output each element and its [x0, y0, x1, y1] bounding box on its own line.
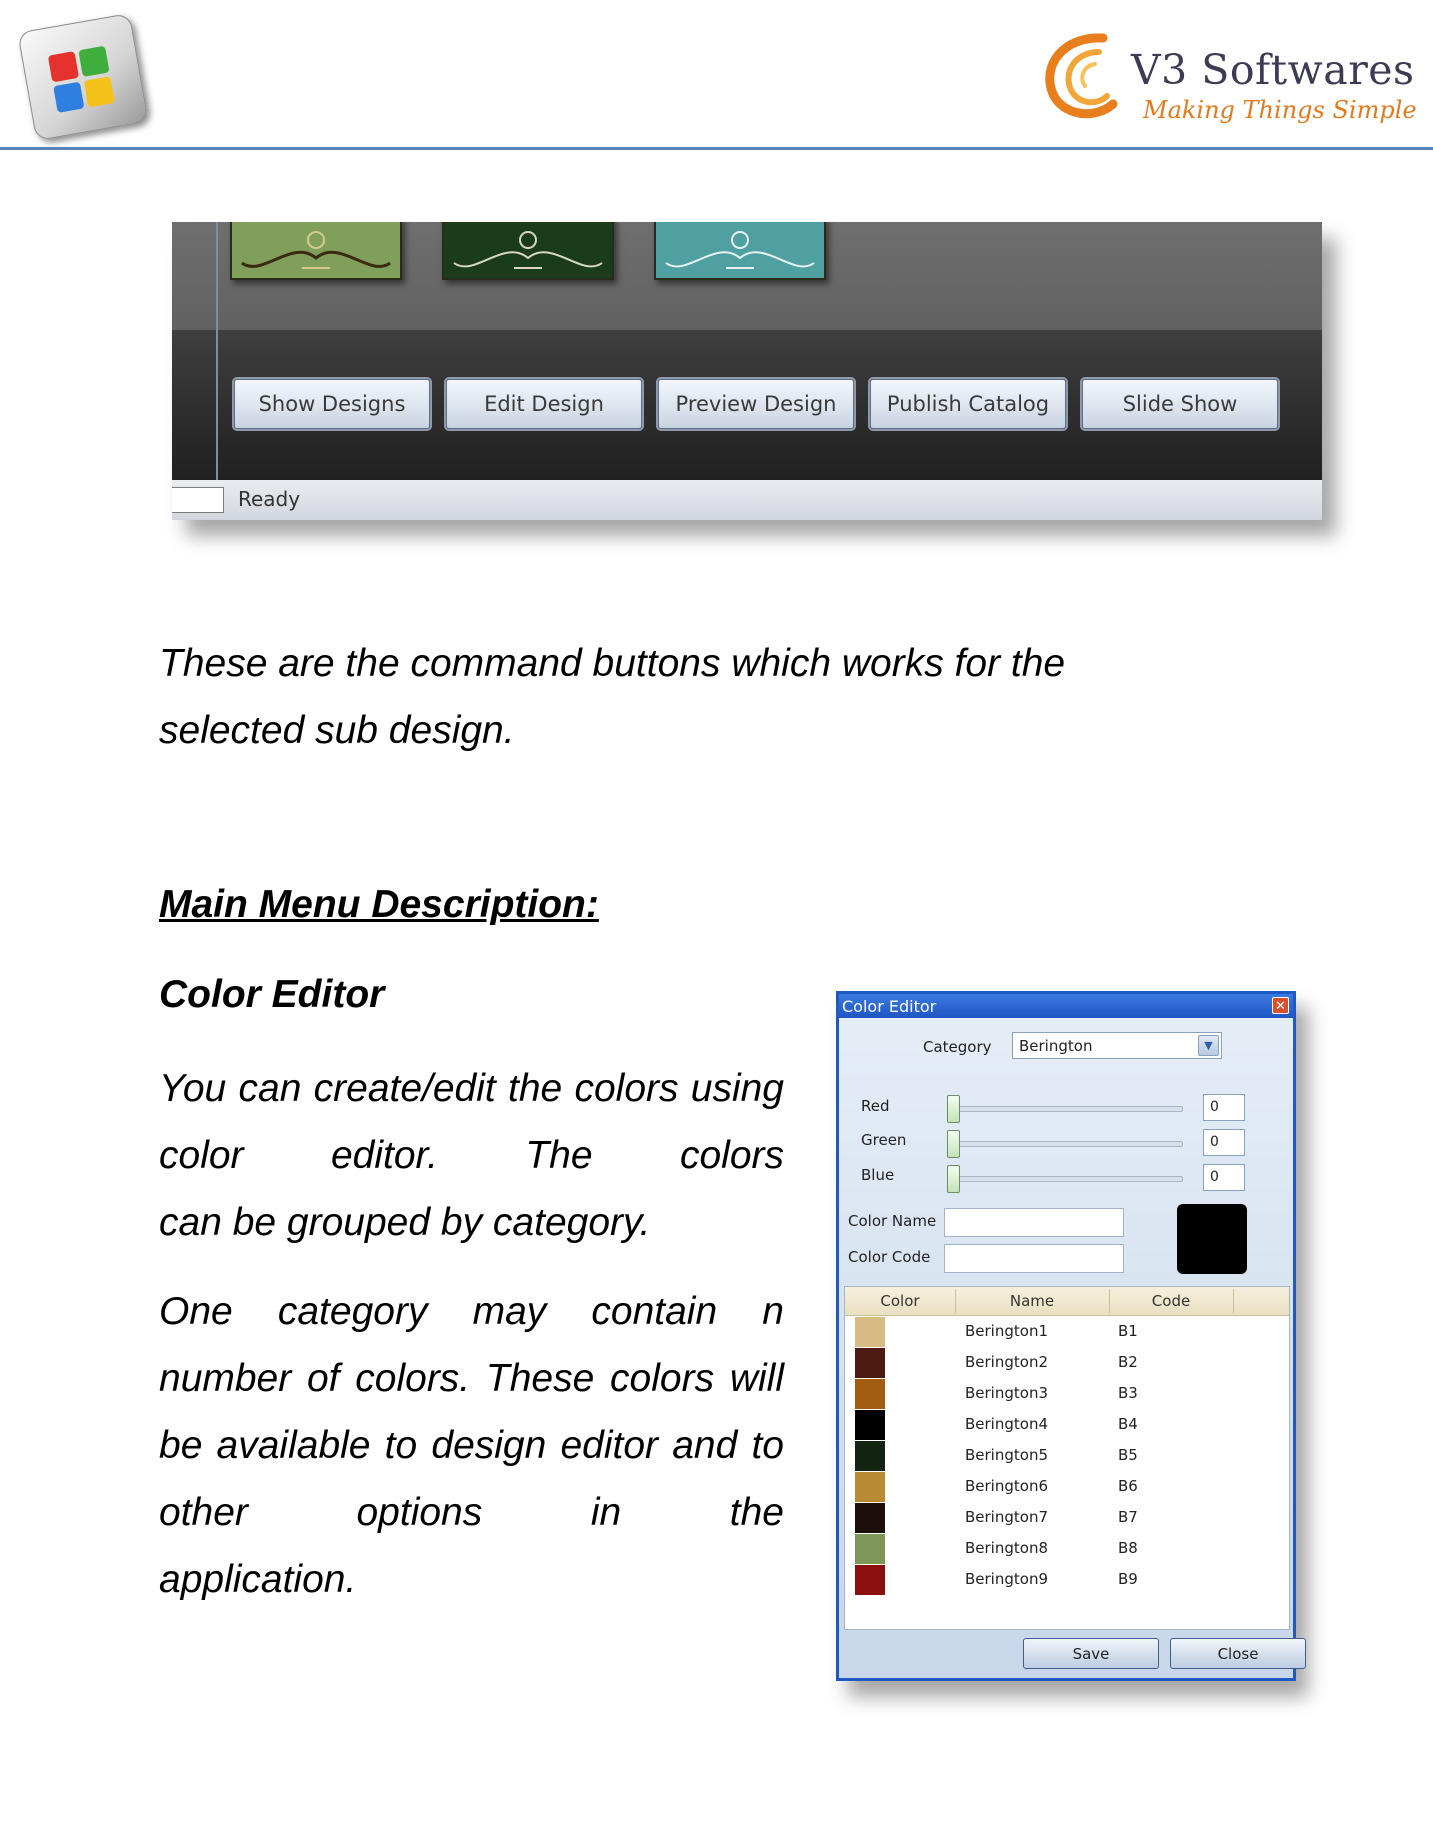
color-name-cell: Berington1 — [965, 1322, 1048, 1340]
color-preview — [1177, 1204, 1247, 1274]
color-name-cell: Berington5 — [965, 1446, 1048, 1464]
status-text: Ready — [238, 487, 301, 511]
header-rule — [0, 147, 1433, 150]
green-label: Green — [861, 1131, 907, 1149]
category-description — [159, 1278, 784, 1613]
status-bar — [172, 480, 1322, 520]
color-name-cell: Berington2 — [965, 1353, 1048, 1371]
logo-tile-red — [48, 51, 79, 82]
category-value: Berington — [1019, 1037, 1093, 1055]
design-thumbnail[interactable] — [654, 222, 826, 280]
color-swatch — [855, 1317, 885, 1347]
preview-design-button[interactable]: Preview Design — [658, 379, 854, 429]
color-name-cell: Berington7 — [965, 1508, 1048, 1526]
panel-divider — [216, 222, 218, 480]
color-code-cell: B8 — [1118, 1539, 1138, 1557]
status-indicator — [172, 487, 224, 513]
color-swatch — [855, 1441, 885, 1471]
chevron-down-icon[interactable]: ▼ — [1198, 1035, 1219, 1056]
blue-slider-thumb[interactable] — [947, 1165, 960, 1193]
color-code-input[interactable] — [944, 1244, 1124, 1273]
color-swatch — [855, 1503, 885, 1533]
ornament-icon — [444, 222, 612, 278]
paragraph-body: You can create/edit the colors using color editor. The colors — [159, 1067, 784, 1177]
color-code-cell: B5 — [1118, 1446, 1138, 1464]
publish-catalog-button[interactable]: Publish Catalog — [870, 379, 1066, 429]
table-row[interactable] — [845, 1348, 1289, 1379]
close-icon[interactable]: ✕ — [1272, 997, 1289, 1014]
green-slider-thumb[interactable] — [947, 1130, 960, 1158]
category-label: Category — [923, 1038, 992, 1056]
command-buttons-screenshot — [172, 222, 1322, 520]
design-thumbnail[interactable] — [442, 222, 614, 280]
color-code-cell: B4 — [1118, 1415, 1138, 1433]
brand-swirl-icon — [1033, 26, 1143, 126]
slide-show-button[interactable]: Slide Show — [1082, 379, 1278, 429]
color-name-label: Color Name — [848, 1212, 937, 1230]
paragraph-last-line: application. — [159, 1558, 357, 1601]
color-swatch — [855, 1379, 885, 1409]
brand-tagline: Making Things Simple — [1143, 96, 1417, 124]
blue-value-input[interactable]: 0 — [1203, 1164, 1245, 1191]
color-name-input[interactable] — [944, 1208, 1124, 1237]
column-header-name[interactable]: Name — [1009, 1292, 1055, 1310]
colors-table — [844, 1286, 1290, 1630]
red-slider-thumb[interactable] — [947, 1095, 960, 1123]
dialog-title-bar[interactable] — [839, 994, 1293, 1018]
logo-tile-yellow — [84, 76, 115, 107]
intro-text: These are the command buttons which works for the selected sub design. — [159, 642, 1066, 752]
table-header — [845, 1287, 1289, 1316]
color-swatch — [855, 1565, 885, 1595]
red-label: Red — [861, 1097, 890, 1115]
color-name-cell: Berington9 — [965, 1570, 1048, 1588]
table-row[interactable] — [845, 1503, 1289, 1534]
color-code-label: Color Code — [848, 1248, 931, 1266]
color-swatch — [855, 1348, 885, 1378]
brand-logo — [1033, 26, 1433, 126]
column-header-color[interactable]: Color — [880, 1292, 920, 1310]
save-button[interactable]: Save — [1023, 1638, 1159, 1669]
color-swatch — [855, 1472, 885, 1502]
color-name-cell: Berington6 — [965, 1477, 1048, 1495]
color-code-cell: B9 — [1118, 1570, 1138, 1588]
table-row[interactable] — [845, 1317, 1289, 1348]
color-editor-dialog — [836, 991, 1296, 1681]
table-row[interactable] — [845, 1472, 1289, 1503]
section-heading: Main Menu Description: — [159, 883, 599, 926]
color-name-cell: Berington3 — [965, 1384, 1048, 1402]
color-swatch — [855, 1534, 885, 1564]
green-value-input[interactable]: 0 — [1203, 1129, 1245, 1156]
table-row[interactable] — [845, 1379, 1289, 1410]
column-divider[interactable] — [1233, 1289, 1234, 1313]
app-logo — [17, 13, 148, 141]
color-name-cell: Berington8 — [965, 1539, 1048, 1557]
blue-slider-track[interactable] — [947, 1176, 1183, 1182]
color-code-cell: B7 — [1118, 1508, 1138, 1526]
red-value-input[interactable]: 0 — [1203, 1094, 1245, 1121]
color-code-cell: B2 — [1118, 1353, 1138, 1371]
table-row[interactable] — [845, 1410, 1289, 1441]
color-code-cell: B1 — [1118, 1322, 1138, 1340]
design-thumbnail[interactable] — [230, 222, 402, 280]
color-editor-description — [159, 1055, 784, 1256]
logo-tile-green — [78, 46, 109, 77]
show-designs-button[interactable]: Show Designs — [234, 379, 430, 429]
red-slider-track[interactable] — [947, 1106, 1183, 1112]
table-row[interactable] — [845, 1565, 1289, 1596]
color-code-cell: B3 — [1118, 1384, 1138, 1402]
sub-heading: Color Editor — [159, 973, 385, 1016]
color-swatch — [855, 1410, 885, 1440]
paragraph-body: One category may contain n number of colors. These colors will be available to design editor and to other options in the — [159, 1290, 784, 1534]
blue-label: Blue — [861, 1166, 895, 1184]
column-header-code[interactable]: Code — [1151, 1292, 1191, 1310]
table-row[interactable] — [845, 1441, 1289, 1472]
ornament-icon — [656, 222, 824, 278]
edit-design-button[interactable]: Edit Design — [446, 379, 642, 429]
color-code-cell: B6 — [1118, 1477, 1138, 1495]
green-slider-track[interactable] — [947, 1141, 1183, 1147]
ornament-icon — [232, 222, 400, 278]
table-row[interactable] — [845, 1534, 1289, 1565]
color-name-cell: Berington4 — [965, 1415, 1048, 1433]
close-button[interactable]: Close — [1170, 1638, 1306, 1669]
brand-name: V3 Softwares — [1131, 46, 1415, 94]
logo-tile-blue — [53, 82, 84, 113]
paragraph-last-line: can be grouped by category. — [159, 1201, 651, 1244]
dialog-title: Color Editor — [842, 997, 937, 1016]
category-select[interactable] — [1012, 1032, 1222, 1059]
